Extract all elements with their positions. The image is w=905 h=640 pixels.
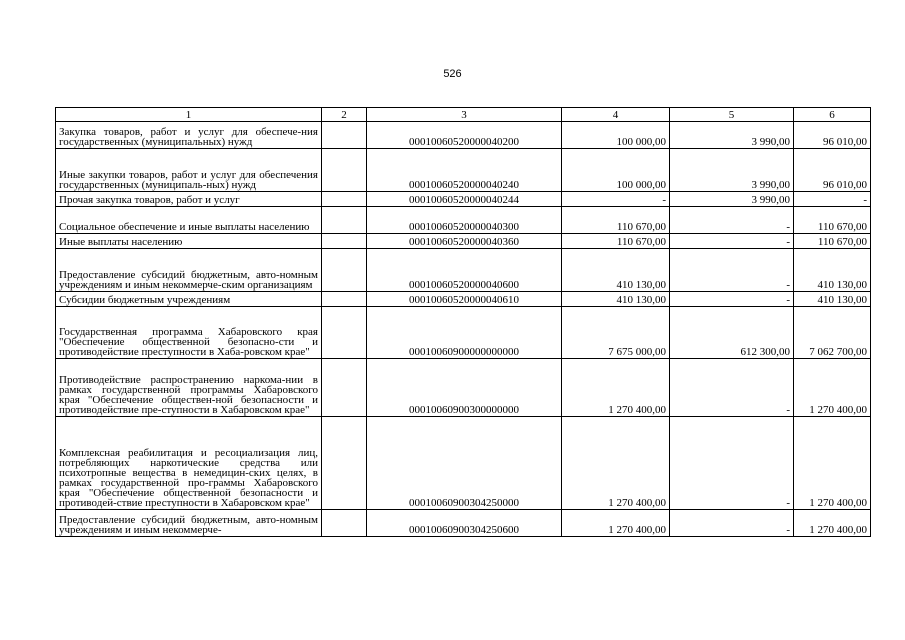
- row-col2: [322, 510, 367, 537]
- row-col4: 100 000,00: [562, 122, 670, 149]
- row-col6: 96 010,00: [794, 122, 871, 149]
- row-code: 00010060520000040360: [367, 234, 562, 249]
- table-row: [56, 234, 871, 249]
- row-col2: [322, 359, 367, 417]
- table-row: [56, 510, 871, 537]
- row-code: 00010060520000040300: [367, 207, 562, 234]
- row-col5: -: [670, 510, 794, 537]
- table-row: [56, 192, 871, 207]
- row-col5: -: [670, 359, 794, 417]
- row-col5: -: [670, 249, 794, 292]
- column-header-5: 5: [670, 108, 794, 122]
- row-col4: 410 130,00: [562, 292, 670, 307]
- row-col2: [322, 249, 367, 292]
- row-name: Социальное обеспечение и иные выплаты населению: [56, 207, 322, 234]
- row-name: Предоставление субсидий бюджетным, авто-номным учреждениям и иным некоммерче-: [56, 510, 322, 537]
- row-col5: 612 300,00: [670, 307, 794, 359]
- row-col5: 3 990,00: [670, 149, 794, 192]
- row-col4: 1 270 400,00: [562, 510, 670, 537]
- column-header-4: 4: [562, 108, 670, 122]
- row-col4: 1 270 400,00: [562, 359, 670, 417]
- row-code: 00010060520000040240: [367, 149, 562, 192]
- row-col4: -: [562, 192, 670, 207]
- row-col6: 110 670,00: [794, 207, 871, 234]
- row-code: 00010060900000000000: [367, 307, 562, 359]
- row-col6: 1 270 400,00: [794, 359, 871, 417]
- row-col5: -: [670, 234, 794, 249]
- row-col6: 410 130,00: [794, 249, 871, 292]
- row-code: 00010060520000040600: [367, 249, 562, 292]
- table-row: [56, 149, 871, 192]
- row-col2: [322, 307, 367, 359]
- row-name: Государственная программа Хабаровского края "Обеспечение общественной безопасно-сти и противодействие преступности в Хаба-ровском крае": [56, 307, 322, 359]
- table-row: [56, 292, 871, 307]
- table-header-row: [56, 108, 871, 122]
- row-name: Противодействие распространению наркома-нии в рамках государственной программы Хабаровского края "Обеспечение обществен-ной безопасности и противодействие пре-ступности в Хабаровском крае": [56, 359, 322, 417]
- row-col6: 96 010,00: [794, 149, 871, 192]
- row-col2: [322, 292, 367, 307]
- row-code: 00010060520000040610: [367, 292, 562, 307]
- table-row: [56, 307, 871, 359]
- row-code: 00010060900304250000: [367, 417, 562, 510]
- page-number: 526: [443, 68, 462, 80]
- table-row: [56, 249, 871, 292]
- row-col5: 3 990,00: [670, 122, 794, 149]
- table-row: [56, 207, 871, 234]
- table-row: [56, 359, 871, 417]
- row-col2: [322, 417, 367, 510]
- row-col5: -: [670, 417, 794, 510]
- row-name: Субсидии бюджетным учреждениям: [56, 292, 322, 307]
- row-col6: 7 062 700,00: [794, 307, 871, 359]
- row-name: Иные выплаты населению: [56, 234, 322, 249]
- row-col5: 3 990,00: [670, 192, 794, 207]
- row-code: 00010060520000040244: [367, 192, 562, 207]
- row-col4: 1 270 400,00: [562, 417, 670, 510]
- column-header-3: 3: [367, 108, 562, 122]
- row-col4: 110 670,00: [562, 234, 670, 249]
- budget-table: [55, 107, 871, 537]
- row-col4: 410 130,00: [562, 249, 670, 292]
- row-code: 00010060900304250600: [367, 510, 562, 537]
- row-name: Прочая закупка товаров, работ и услуг: [56, 192, 322, 207]
- row-col5: -: [670, 207, 794, 234]
- row-col2: [322, 122, 367, 149]
- row-name: Комплексная реабилитация и ресоциализация лиц, потребляющих наркотические средства или психотропные вещества в немедицин-ских целях, в рамках государственной про-граммы Хабаровского края "Обеспечение общественной безопасности и противодей-ствие преступности в Хабаровском крае": [56, 417, 322, 510]
- row-name: Закупка товаров, работ и услуг для обеспече-ния государственных (муниципальных) нужд: [56, 122, 322, 149]
- row-col2: [322, 234, 367, 249]
- table-row: [56, 417, 871, 510]
- row-col4: 7 675 000,00: [562, 307, 670, 359]
- row-name: Предоставление субсидий бюджетным, авто-номным учреждениям и иным некоммерче-ским организациям: [56, 249, 322, 292]
- row-col6: 410 130,00: [794, 292, 871, 307]
- row-col4: 100 000,00: [562, 149, 670, 192]
- row-col6: 110 670,00: [794, 234, 871, 249]
- row-code: 00010060520000040200: [367, 122, 562, 149]
- row-col2: [322, 207, 367, 234]
- column-header-6: 6: [794, 108, 871, 122]
- row-col5: -: [670, 292, 794, 307]
- row-col6: 1 270 400,00: [794, 510, 871, 537]
- row-col4: 110 670,00: [562, 207, 670, 234]
- table-row: [56, 122, 871, 149]
- row-col2: [322, 192, 367, 207]
- row-col6: -: [794, 192, 871, 207]
- row-col6: 1 270 400,00: [794, 417, 871, 510]
- row-code: 00010060900300000000: [367, 359, 562, 417]
- row-col2: [322, 149, 367, 192]
- row-name: Иные закупки товаров, работ и услуг для обеспечения государственных (муниципаль-ных) нужд: [56, 149, 322, 192]
- column-header-2: 2: [322, 108, 367, 122]
- column-header-1: 1: [56, 108, 322, 122]
